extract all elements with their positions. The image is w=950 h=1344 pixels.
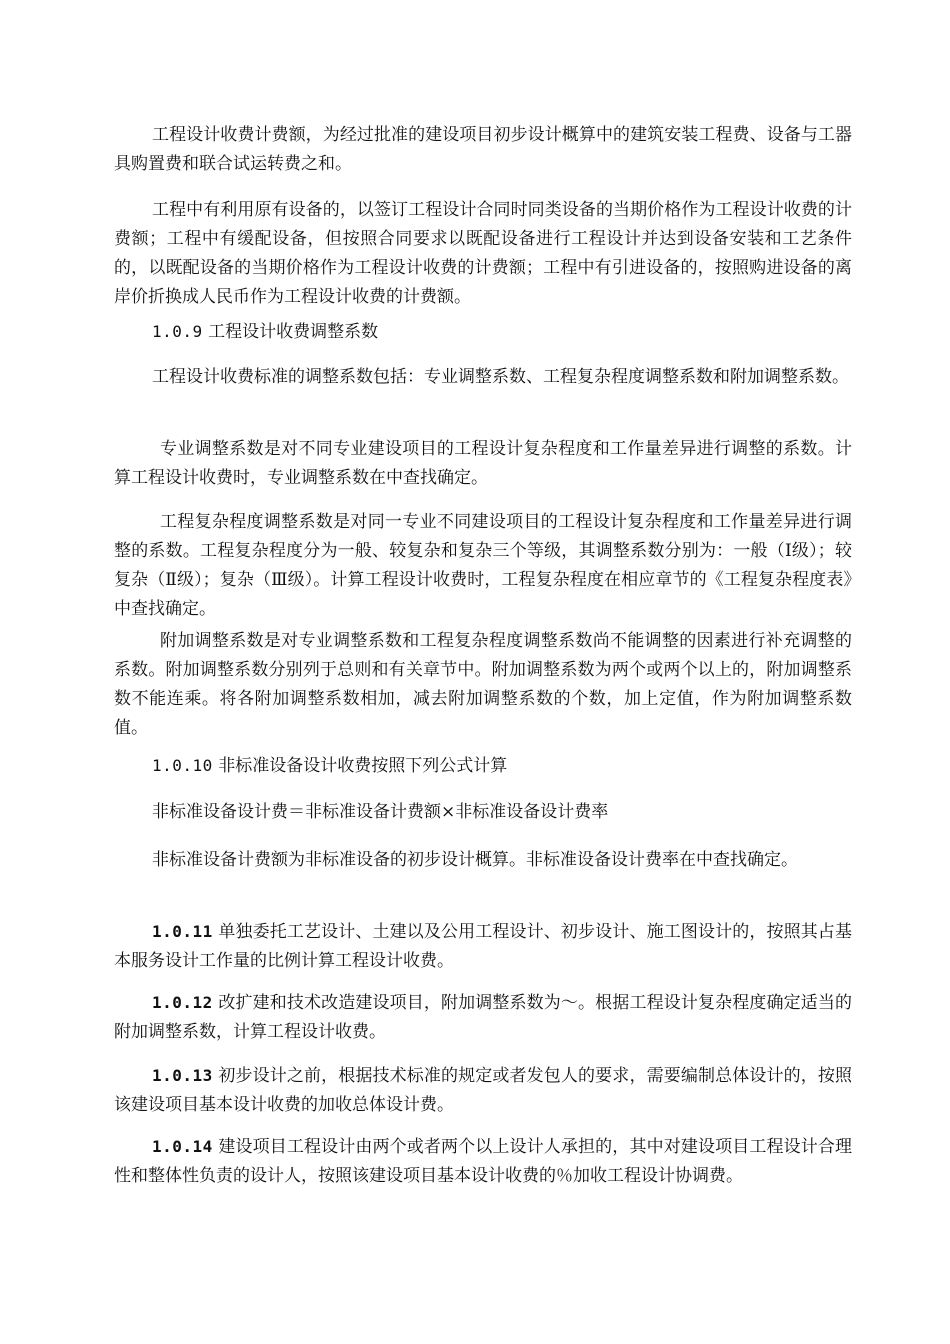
section-1-0-13 bbox=[114, 1061, 852, 1120]
paragraph-design-fee-base: 工程设计收费计费额，为经过批准的建设项目初步设计概算中的建筑安装工程费、设备与工器具购置费和联合试运转费之和。 bbox=[114, 125, 852, 174]
paragraph-nonstandard-fee: 非标准设备计费额为非标准设备的初步设计概算。非标准设备设计费率在中查找确定。 bbox=[152, 850, 798, 870]
paragraph-complexity-coefficient: 工程复杂程度调整系数是对同一专业不同建设项目的工程设计复杂程度和工作量差异进行调整的系数。工程复杂程度分为一般、较复杂和复杂三个等级，其调整系数分别为：一般（Ⅰ级）；较复杂（Ⅱ级）；复杂（Ⅲ级）。计算工程设计收费时，工程复杂程度在相应章节的《工程复杂程度表》中查找确定。 bbox=[114, 512, 852, 619]
paragraph-additional-coefficient: 附加调整系数是对专业调整系数和工程复杂程度调整系数尚不能调整的因素进行补充调整的系数。附加调整系数分别列于总则和有关章节中。附加调整系数为两个或两个以上的，附加调整系数不能连乘。将各附加调整系数相加，减去附加调整系数的个数，加上定值，作为附加调整系数值。 bbox=[114, 631, 852, 738]
section-title: 工程设计收费调整系数 bbox=[202, 322, 379, 342]
section-text: 改扩建和技术改造建设项目，附加调整系数为～。根据工程设计复杂程度确定适当的附加调整系数，计算工程设计收费。 bbox=[114, 993, 852, 1042]
paragraph-equipment-fee-base: 工程中有利用原有设备的，以签订工程设计合同时同类设备的当期价格作为工程设计收费的计费额；工程中有缓配设备，但按照合同要求以既配设备进行工程设计并达到设备安装和工艺条件的，以既配设备的当期价格作为工程设计收费的计费额；工程中有引进设备的，按照购进设备的离岸价折换成人民币作为工程设计收费的计费额。 bbox=[114, 200, 852, 307]
section-number: 1.0.14 bbox=[152, 1137, 213, 1156]
section-heading-1-0-9 bbox=[114, 317, 852, 347]
section-1-0-14 bbox=[114, 1132, 852, 1191]
section-text: 单独委托工艺设计、土建以及公用工程设计、初步设计、施工图设计的，按照其占基本服务设计工作量的比例计算工程设计收费。 bbox=[114, 922, 852, 971]
section-text: 初步设计之前，根据技术标准的规定或者发包人的要求，需要编制总体设计的，按照该建设项目基本设计收费的加收总体设计费。 bbox=[114, 1066, 852, 1115]
paragraph-formula: 非标准设备设计费＝非标准设备计费额×非标准设备设计费率 bbox=[152, 802, 609, 822]
section-title: 非标准设备设计收费按照下列公式计算 bbox=[212, 756, 508, 776]
section-heading-1-0-10 bbox=[114, 751, 852, 781]
section-1-0-11 bbox=[114, 917, 852, 976]
section-1-0-12 bbox=[114, 988, 852, 1047]
section-number: 1.0.9 bbox=[152, 322, 203, 341]
paragraph-adjustment-coefficients: 工程设计收费标准的调整系数包括：专业调整系数、工程复杂程度调整系数和附加调整系数。 bbox=[152, 367, 849, 387]
section-text: 建设项目工程设计由两个或者两个以上设计人承担的，其中对建设项目工程设计合理性和整体性负责的设计人，按照该建设项目基本设计收费的％加收工程设计协调费。 bbox=[114, 1137, 852, 1186]
section-number: 1.0.13 bbox=[152, 1066, 213, 1085]
section-number: 1.0.10 bbox=[152, 756, 213, 775]
section-number: 1.0.12 bbox=[152, 993, 213, 1012]
paragraph-professional-coefficient: 专业调整系数是对不同专业建设项目的工程设计复杂程度和工作量差异进行调整的系数。计算工程设计收费时，专业调整系数在中查找确定。 bbox=[114, 439, 852, 488]
section-number: 1.0.11 bbox=[152, 922, 213, 941]
